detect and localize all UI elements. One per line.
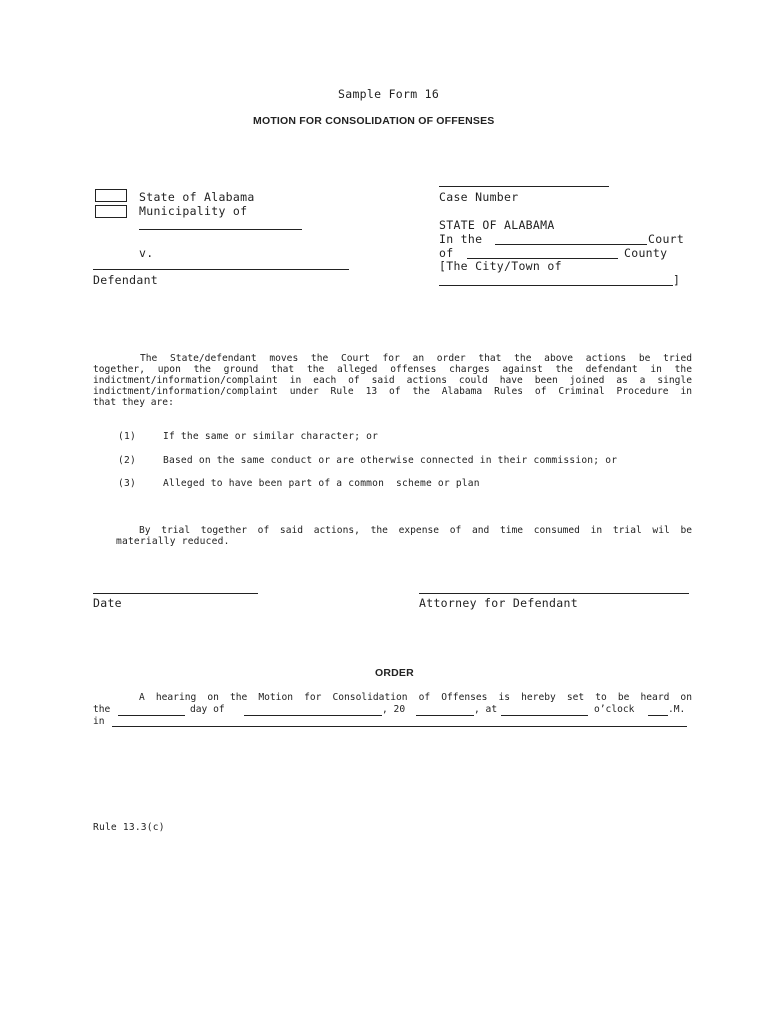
order-comma-20: , 20 (382, 704, 406, 715)
motion-line-3: indictment/information/complaint in each of said actions could have been joined as a single (93, 375, 692, 386)
versus-label: v. (139, 246, 154, 260)
municipality-label: Municipality of (139, 204, 248, 218)
motion-line-4: indictment/information/complaint under Rule 13 of the Alabama Rules of Criminal Procedure in (93, 386, 692, 397)
of-label: of (439, 246, 454, 260)
month-line[interactable] (244, 715, 382, 716)
bracket-close: ] (673, 273, 681, 287)
order-in: in (93, 716, 105, 727)
rule-reference: Rule 13.3(c) (93, 822, 165, 833)
in-the-label: In the (439, 232, 483, 246)
order-oclock: o’clock (594, 704, 635, 715)
item-1-number: (1) (118, 431, 136, 442)
item-2-number: (2) (118, 455, 136, 466)
attorney-signature-line[interactable] (419, 593, 689, 594)
county-label: County (624, 246, 668, 260)
state-checkbox[interactable] (95, 189, 127, 202)
state-of-alabama-label: State of Alabama (139, 190, 255, 204)
city-town-name-line[interactable] (439, 285, 673, 286)
order-m: .M. (668, 704, 686, 715)
order-day-of: day of (190, 704, 225, 715)
court-name-line[interactable] (495, 244, 647, 245)
case-number-line[interactable] (439, 186, 609, 187)
motion-line-2: together, upon the ground that the alleged offenses charges against the defendant in the (93, 364, 692, 375)
motion-line-5: that they are: (93, 397, 174, 408)
day-line[interactable] (118, 715, 185, 716)
item-3-text: Alleged to have been part of a common scheme or plan (163, 478, 480, 489)
form-label: Sample Form 16 (338, 87, 440, 101)
location-line[interactable] (112, 726, 687, 727)
municipality-checkbox[interactable] (95, 205, 127, 218)
court-label: Court (648, 232, 685, 246)
order-comma-at: , at (474, 704, 498, 715)
time-line[interactable] (501, 715, 588, 716)
date-label: Date (93, 596, 122, 610)
year-line[interactable] (416, 715, 474, 716)
defendant-name-line[interactable] (93, 269, 349, 270)
order-line-1: A hearing on the Motion for Consolidation of Offenses is hereby set to be heard on (139, 692, 692, 703)
case-number-label: Case Number (439, 190, 519, 204)
state-of-alabama-caption: STATE OF ALABAMA (439, 218, 555, 232)
defendant-label: Defendant (93, 273, 159, 287)
item-1-text: If the same or similar character; or (163, 431, 379, 442)
document-title: MOTION FOR CONSOLIDATION OF OFFENSES (253, 115, 495, 127)
date-signature-line[interactable] (93, 593, 258, 594)
order-the: the (93, 704, 111, 715)
am-pm-line[interactable] (648, 715, 668, 716)
item-2-text: Based on the same conduct or are otherwise connected in their commission; or (163, 455, 618, 466)
item-3-number: (3) (118, 478, 136, 489)
order-heading: ORDER (375, 667, 414, 679)
city-town-label: [The City/Town of (439, 259, 562, 273)
motion-line-1: The State/defendant moves the Court for an order that the above actions be tried (140, 353, 692, 364)
attorney-label: Attorney for Defendant (419, 596, 578, 610)
municipality-name-line[interactable] (139, 229, 302, 230)
trial-line-2: materially reduced. (116, 536, 230, 547)
trial-line-1: By trial together of said actions, the expense of and time consumed in trial wil be (139, 525, 692, 536)
